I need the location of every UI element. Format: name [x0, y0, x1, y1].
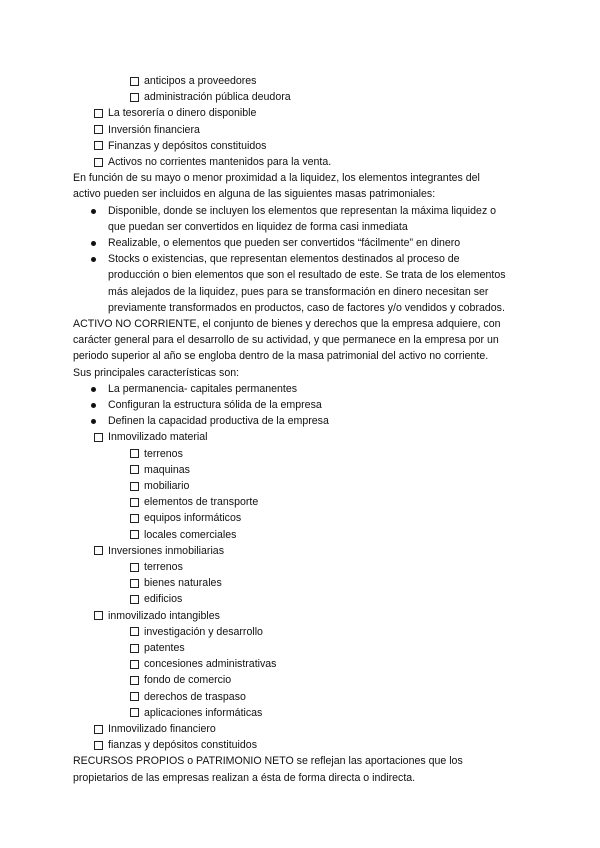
checkbox-icon: [130, 530, 139, 539]
paragraph-line: periodo superior al año se engloba dentro de la masa patrimonial del activo no corriente.: [73, 350, 489, 363]
bullet-item-text: que puedan ser convertidos en liquidez de forma casi inmediata: [108, 220, 408, 233]
list-item-text: La tesorería o dinero disponible: [108, 107, 257, 120]
list-item-text: Finanzas y depósitos constituidos: [108, 139, 267, 152]
checkbox-icon: [130, 482, 139, 491]
checkbox-icon: [130, 93, 139, 102]
checkbox-icon: [130, 579, 139, 588]
list-item-text: locales comerciales: [144, 528, 237, 541]
checkbox-icon: [130, 708, 139, 717]
checkbox-icon: [94, 109, 103, 118]
bullet-item-text: Realizable, o elementos que pueden ser convertidos “fácilmente” en dinero: [108, 237, 461, 249]
list-item-text: patentes: [144, 642, 185, 654]
group-label: fianzas y depósitos constituidos: [108, 739, 257, 752]
checkbox-icon: [94, 546, 103, 555]
list-item-text: administración pública deudora: [144, 91, 291, 104]
list-item-text: edificios: [144, 593, 183, 606]
bullet-item-text: Definen la capacidad productiva de la empresa: [108, 415, 329, 428]
bullet-icon: [91, 257, 96, 262]
list-item-text: maquinas: [144, 463, 190, 476]
checkbox-icon: [130, 692, 139, 701]
bullet-item-text: Stocks o existencias, que representan elementos destinados al proceso de: [108, 253, 460, 266]
checkbox-icon: [130, 514, 139, 523]
list-item-text: mobiliario: [144, 480, 190, 492]
bullet-icon: [91, 387, 96, 392]
list-item-text: bienes naturales: [144, 577, 222, 590]
list-item-text: anticipos a proveedores: [144, 75, 257, 87]
paragraph-line: propietarios de las empresas realizan a ésta de forma directa o indirecta.: [73, 771, 416, 784]
checkbox-icon: [94, 433, 103, 442]
list-item-text: equipos informáticos: [144, 512, 242, 525]
checkbox-icon: [130, 77, 139, 86]
paragraph-line: carácter general para el desarrollo de su actividad, y que permanece en la empresa por un: [73, 334, 499, 347]
list-item-text: aplicaciones informáticas: [144, 706, 263, 719]
bullet-item-text: más alejados de la liquidez, pues para se transformación en dinero necesitan ser: [108, 285, 489, 298]
paragraph-line: Sus principales características son:: [73, 366, 240, 379]
bullet-item-text: producción o bien elementos que son el resultado de este. Se trata de los elementos: [108, 269, 506, 282]
group-label: Inversiones inmobiliarias: [108, 544, 224, 557]
list-item-text: fondo de comercio: [144, 674, 232, 687]
bullet-icon: [91, 403, 96, 408]
checkbox-icon: [94, 141, 103, 150]
paragraph-line: ACTIVO NO CORRIENTE, el conjunto de bienes y derechos que la empresa adquiere, con: [73, 318, 501, 330]
paragraph-line: activo pueden ser incluidos en alguna de las siguientes masas patrimoniales:: [73, 188, 436, 201]
paragraph-line: RECURSOS PROPIOS o PATRIMONIO NETO se reflejan las aportaciones que los: [73, 755, 463, 768]
checkbox-icon: [94, 611, 103, 620]
checkbox-icon: [130, 498, 139, 507]
group-label: inmovilizado intangibles: [108, 609, 220, 622]
list-item-text: elementos de transporte: [144, 496, 259, 509]
list-item-text: investigación y desarrollo: [144, 625, 263, 638]
bullet-item-text: previamente transformados en productos, caso de factores y/o vendidos y cobrados.: [108, 301, 505, 314]
bullet-item-text: Configuran la estructura sólida de la empresa: [108, 399, 322, 411]
list-item-text: derechos de traspaso: [144, 690, 246, 703]
list-item-text: concesiones administrativas: [144, 658, 277, 671]
paragraph-line: En función de su mayo o menor proximidad a la liquidez, los elementos integrantes del: [73, 172, 480, 185]
bullet-icon: [91, 241, 96, 246]
checkbox-icon: [94, 158, 103, 167]
list-item-text: Inversión financiera: [108, 123, 200, 136]
list-item-text: terrenos: [144, 447, 183, 460]
checkbox-icon: [130, 563, 139, 572]
checkbox-icon: [130, 644, 139, 653]
checkbox-icon: [130, 660, 139, 669]
checkbox-icon: [130, 465, 139, 474]
checkbox-icon: [94, 741, 103, 750]
list-item-text: terrenos: [144, 561, 183, 573]
bullet-item-text: La permanencia- capitales permanentes: [108, 382, 298, 395]
group-label: Inmovilizado material: [108, 431, 208, 444]
bullet-item-text: Disponible, donde se incluyen los elementos que representan la máxima liquidez o: [108, 204, 497, 217]
bullet-icon: [91, 419, 96, 424]
checkbox-icon: [130, 676, 139, 685]
checkbox-icon: [94, 725, 103, 734]
group-label: Inmovilizado financiero: [108, 723, 216, 735]
checkbox-icon: [94, 125, 103, 134]
checkbox-icon: [130, 595, 139, 604]
checkbox-icon: [130, 627, 139, 636]
bullet-icon: [91, 209, 96, 214]
list-item-text: Activos no corrientes mantenidos para la venta.: [108, 156, 332, 168]
checkbox-icon: [130, 449, 139, 458]
